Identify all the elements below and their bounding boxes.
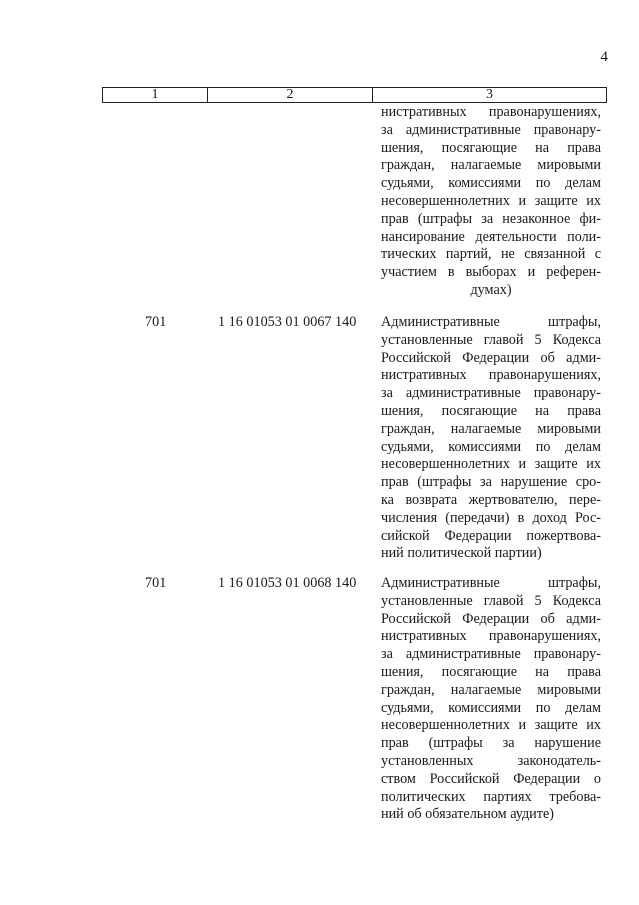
description-line: нансирование деятельности поли- [381,228,601,245]
row-2-kbk: 1 16 01053 01 0068 140 [218,575,357,591]
description-line: прав (штрафы за нарушение [381,735,601,752]
table-header [102,87,607,103]
description-line: несовершеннолетних и защите их [381,456,601,473]
description-line: политических партиях требова- [381,788,601,805]
description-line: думах) [470,281,512,298]
description-line: Административные штрафы, [381,314,601,330]
description-line: Российской Федерации об адми- [381,610,601,627]
description-line: за административные правонару- [381,121,601,138]
description-line: нистративных правонарушениях, [381,367,601,384]
row-2-code: 701 [145,575,167,591]
description-line: шения, посягающие на права [381,139,601,156]
description-line: шения, посягающие на права [381,402,601,419]
description-line: судьями, комиссиями по делам [381,699,601,716]
description-line: установленные главой 5 Кодекса [381,331,601,348]
description-line: за административные правонару- [381,385,601,402]
header-col-1: 1 [103,88,208,102]
description-line: Административные штрафы, [381,575,601,591]
description-line: ка возврата жертвователю, пере- [381,491,601,508]
row-1-code: 701 [145,314,167,330]
row-1-kbk: 1 16 01053 01 0067 140 [218,314,357,330]
row-1-description [381,314,601,563]
description-line: ством Российской Федерации о [381,770,601,787]
description-line: участием в выборах и референ- [381,264,601,281]
description-line: граждан, налагаемые мировыми [381,681,601,698]
description-line: нистративных правонарушениях, [381,628,601,645]
description-line: судьями, комиссиями по делам [381,438,601,455]
description-line: установленных законодатель- [381,752,601,769]
description-line: тических партий, не связанной с [381,246,601,263]
description-line: ний об обязательном аудите) [381,806,554,823]
description-line: граждан, налагаемые мировыми [381,420,601,437]
page-number: 4 [600,49,608,65]
row-2-description [381,575,601,824]
description-line: нистративных правонарушениях, [381,104,601,120]
description-line: прав (штрафы за нарушение сро- [381,474,601,491]
continuation-description [381,104,601,300]
description-line: прав (штрафы за незаконное фи- [381,210,601,227]
header-col-3: 3 [486,87,493,102]
description-line: судьями, комиссиями по делам [381,175,601,192]
description-line: Российской Федерации об адми- [381,349,601,366]
description-line: граждан, налагаемые мировыми [381,157,601,174]
description-line: сийской Федерации пожертвова- [381,527,601,544]
description-line: несовершеннолетних и защите их [381,717,601,734]
description-line: ний политической партии) [381,545,542,562]
description-line: шения, посягающие на права [381,663,601,680]
description-line: несовершеннолетних и защите их [381,192,601,209]
description-line: за административные правонару- [381,646,601,663]
description-line: установленные главой 5 Кодекса [381,592,601,609]
description-line: числения (передачи) в доход Рос- [381,509,601,526]
header-col-2: 2 [208,88,373,102]
